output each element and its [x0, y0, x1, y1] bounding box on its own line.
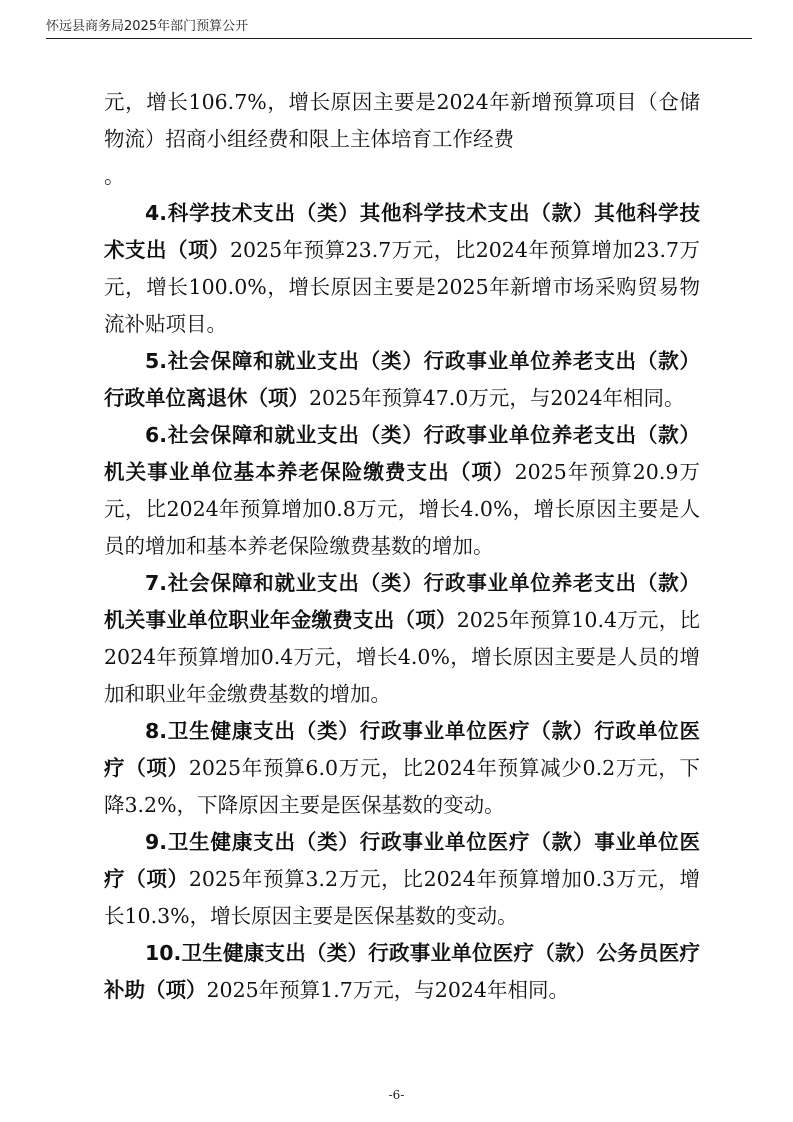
item-text: 2025年预算1.7万元，与2024年相同。: [206, 978, 569, 1002]
item-heading: 7.社会保障和就业支出（类）行政事业单位养老支出（款）机关事业单位职业年金缴费支出（项）: [104, 571, 700, 632]
item-text: 2025年预算20.9万元，比2024年预算增加0.8万元，增长4.0%，增长原因主要是人员的增加和基本养老保险缴费基数的增加。: [104, 460, 700, 558]
item-paragraph-4: [104, 195, 700, 343]
item-paragraph-9: [104, 824, 700, 935]
header-title: 怀远县商务局2025年部门预算公开: [46, 19, 249, 34]
item-paragraph-7: [104, 565, 700, 713]
item-text: 2025年预算47.0万元，与2024年相同。: [309, 386, 685, 410]
intro-paragraph: 元，增长106.7%，增长原因主要是2024年新增预算项目（仓储物流）招商小组经费和限上主体培育工作经费: [104, 90, 700, 151]
item-paragraph-8: [104, 713, 700, 824]
item-text: 2025年预算10.4万元，比2024年预算增加0.4万元，增长4.0%，增长原因主要是人员的增加和职业年金缴费基数的增加。: [104, 608, 700, 706]
item-heading: 5.社会保障和就业支出（类）行政事业单位养老支出（款）行政单位离退休（项）: [104, 349, 700, 410]
item-heading: 9.卫生健康支出（类）行政事业单位医疗（款）事业单位医疗（项）: [104, 830, 700, 891]
item-heading: 6.社会保障和就业支出（类）行政事业单位养老支出（款）机关事业单位基本养老保险缴费支出（项）: [104, 423, 700, 484]
document-body: [104, 84, 700, 1009]
item-heading: 4.科学技术支出（类）其他科学技术支出（款）其他科学技术支出（项）: [104, 201, 700, 262]
item-heading: 8.卫生健康支出（类）行政事业单位医疗（款）行政单位医疗（项）: [104, 719, 700, 780]
item-text: 2025年预算6.0万元，比2024年预算减少0.2万元，下降3.2%，下降原因主要是医保基数的变动。: [104, 756, 701, 817]
item-paragraph-10: [104, 935, 700, 1009]
page-header: [46, 13, 752, 39]
item-text: 2025年预算23.7万元，比2024年预算增加23.7万元，增长100.0%，增长原因主要是2025年新增市场采购贸易物流补贴项目。: [104, 238, 700, 336]
intro-trailing-period: 。: [104, 164, 125, 188]
item-paragraph-5: [104, 343, 700, 417]
item-heading: 10.卫生健康支出（类）行政事业单位医疗（款）公务员医疗补助（项）: [104, 941, 700, 1002]
page-number: -6-: [388, 1088, 405, 1102]
item-paragraph-6: [104, 417, 700, 565]
item-text: 2025年预算3.2万元，比2024年预算增加0.3万元，增长10.3%，增长原因主要是医保基数的变动。: [104, 867, 701, 928]
